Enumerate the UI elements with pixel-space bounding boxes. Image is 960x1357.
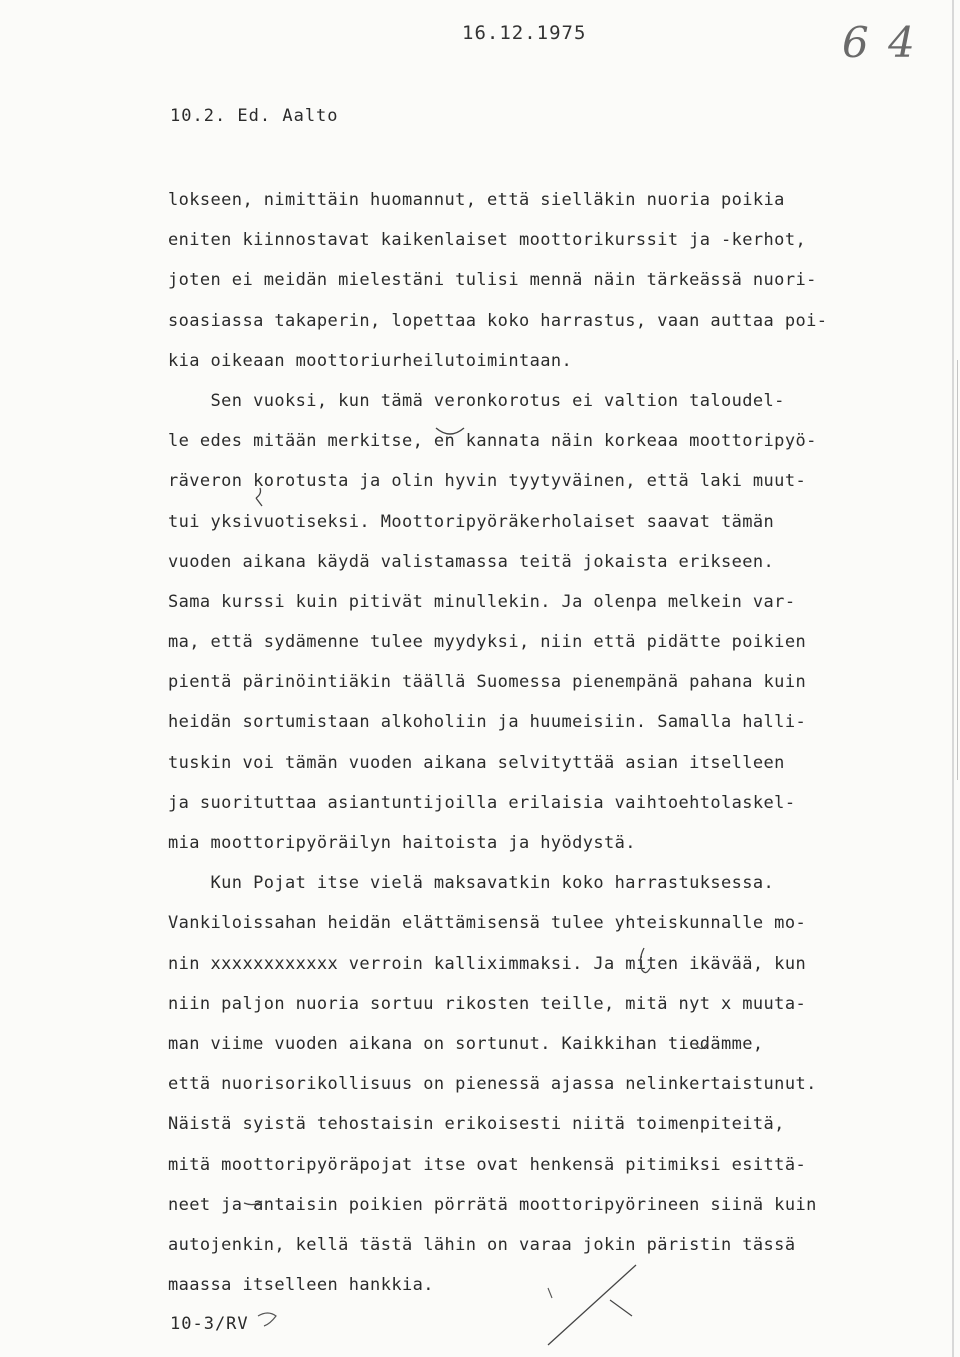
page-edge-shadow [952, 0, 954, 1357]
text-line: Kun Pojat itse vielä maksavatkin koko harrastuksessa. [168, 873, 775, 894]
speech-body [168, 188, 908, 1313]
text-line: le edes mitään merkitse, en kannata näin korkeaa moottoripyö- [168, 431, 817, 452]
text-line: vuoden aikana käydä valistamassa teitä jokaista erikseen. [168, 551, 775, 572]
footer-code: 10-3/RV [170, 1314, 249, 1334]
text-line: ja suorituttaa asiantuntijoilla erilaisia vaihtoehtolaskel- [168, 792, 796, 813]
text-line: maassa itselleen hankkia. [168, 1275, 434, 1296]
speaker-heading: 10.2. Ed. Aalto [170, 106, 339, 126]
text-line: pientä pärinöintiäkin täällä Suomessa pienempänä pahana kuin [168, 672, 807, 693]
text-line: mitä moottoripyöräpojat itse ovat henkensä pitimiksi esittä- [168, 1154, 807, 1175]
text-line: tui yksivuotiseksi. Moottoripyöräkerholaiset saavat tämän [168, 511, 775, 532]
text-line: mia moottoripyöräilyn haitoista ja hyödystä. [168, 833, 636, 853]
text-line: nin xxxxxxxxxxxx verroin kalliximmaksi. Ja miten ikävää, kun [168, 953, 807, 974]
text-line: räveron korotusta ja olin hyvin tyytyväinen, että laki muut- [168, 471, 807, 492]
text-line: Sama kurssi kuin pitivät minullekin. Ja olenpa melkein var- [168, 591, 796, 612]
text-line: Näistä syistä tehostaisin erikoisesti niitä toimenpiteitä, [168, 1114, 785, 1135]
text-line: niin paljon nuoria sortuu rikosten teille, mitä nyt x muuta- [168, 993, 807, 1014]
text-line: Vankiloissahan heidän elättämisensä tulee yhteiskunnalle mo- [168, 913, 807, 934]
text-line: heidän sortumistaan alkoholiin ja huumeisiin. Samalla halli- [168, 712, 807, 733]
text-line: kia oikeaan moottoriurheilutoimintaan. [168, 350, 573, 371]
text-line: man viime vuoden aikana on sortunut. Kaikkihan tiedämme, [168, 1033, 764, 1054]
text-line: soasiassa takaperin, lopettaa koko harrastus, vaan auttaa poi- [168, 310, 828, 331]
document-date: 16.12.1975 [462, 22, 587, 44]
handwritten-page-number: 6 4 [842, 18, 918, 67]
page-edge-shadow-inner [957, 360, 958, 780]
text-line: lokseen, nimittäin huomannut, että sielläkin nuoria poikia [168, 190, 785, 210]
text-line: joten ei meidän mielestäni tulisi mennä näin tärkeässä nuori- [168, 270, 817, 291]
text-line: neet ja antaisin poikien pörrätä moottoripyörineen siinä kuin [168, 1194, 817, 1215]
text-line: tuskin voi tämän vuoden aikana selvityttää asian itselleen [168, 752, 785, 773]
text-line: ma, että sydämenne tulee myydyksi, niin että pidätte poikien [168, 632, 807, 653]
text-line: Sen vuoksi, kun tämä veronkorotus ei valtion taloudel- [168, 390, 785, 411]
text-line: että nuorisorikollisuus on pienessä ajassa nelinkertaistunut. [168, 1074, 817, 1095]
text-line: eniten kiinnostavat kaikenlaiset moottorikurssit ja -kerhot, [168, 230, 807, 251]
handwritten-squiggle [258, 1313, 276, 1326]
text-line: autojenkin, kellä tästä lähin on varaa jokin päristin tässä [168, 1234, 796, 1255]
